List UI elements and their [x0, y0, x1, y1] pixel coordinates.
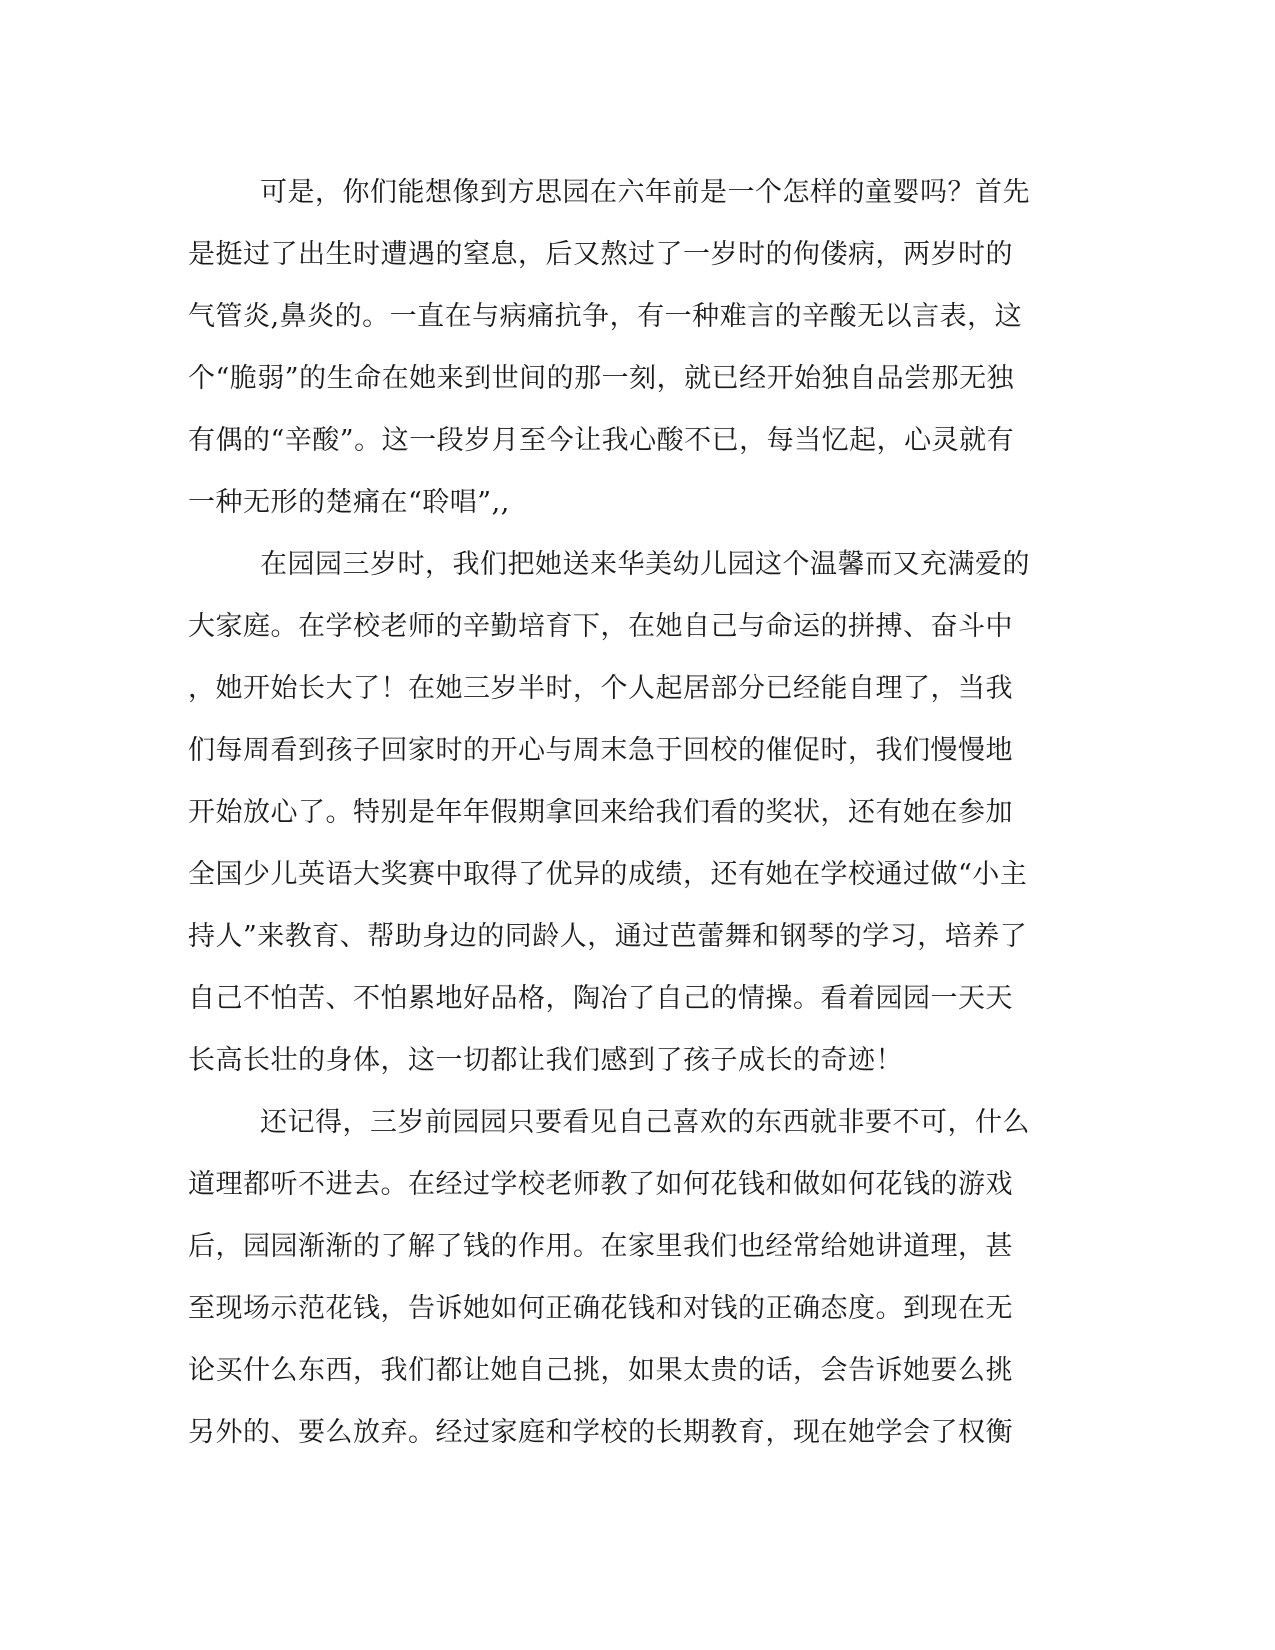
text-line: 自己不怕苦、不怕累地好品格，陶冶了自己的情操。看着园园一天天 [188, 983, 1013, 1014]
text-line: 们每周看到孩子回家时的开心与周末急于回校的催促时，我们慢慢地 [188, 735, 1013, 766]
text-line: 还记得，三岁前园园只要看见自己喜欢的东西就非要不可，什么 [260, 1107, 1030, 1138]
text-line: 有偶的“辛酸”。这一段岁月至今让我心酸不已，每当忆起，心灵就有 [188, 425, 1015, 456]
text-line: 至现场示范花钱，告诉她如何正确花钱和对钱的正确态度。到现在无 [188, 1293, 1013, 1324]
text-line: ，她开始长大了！在她三岁半时，个人起居部分已经能自理了，当我 [188, 673, 1013, 704]
paragraph-2 [188, 534, 1068, 1092]
text-line: 长高长壮的身体，这一切都让我们感到了孩子成长的奇迹！ [188, 1045, 903, 1076]
text-line: 个“脆弱”的生命在她来到世间的那一刻，就已经开始独自品尝那无独 [188, 363, 1015, 394]
text-line: 大家庭。在学校老师的辛勤培育下，在她自己与命运的拼搏、奋斗中 [188, 611, 1013, 642]
text-line: 持人”来教育、帮助身边的同龄人，通过芭蕾舞和钢琴的学习，培养了 [188, 921, 1028, 952]
text-line: 后，园园渐渐的了解了钱的作用。在家里我们也经常给她讲道理，甚 [188, 1231, 1013, 1262]
text-line: 可是，你们能想像到方思园在六年前是一个怎样的童婴吗？首先 [260, 177, 1030, 208]
text-line: 在园园三岁时，我们把她送来华美幼儿园这个温馨而又充满爱的 [260, 549, 1030, 580]
text-line: 是挺过了出生时遭遇的窒息，后又熬过了一岁时的佝偻病，两岁时的 [188, 239, 1013, 270]
text-line: 一种无形的楚痛在“聆唱”,, [188, 487, 510, 518]
paragraph-3 [188, 1092, 1068, 1464]
text-line: 气管炎,鼻炎的。一直在与病痛抗争，有一种难言的辛酸无以言表，这 [188, 301, 1023, 332]
document-body [188, 162, 1068, 1464]
text-line: 论买什么东西，我们都让她自己挑，如果太贵的话，会告诉她要么挑 [188, 1355, 1013, 1386]
text-line: 全国少儿英语大奖赛中取得了优异的成绩，还有她在学校通过做“小主 [188, 859, 1028, 890]
paragraph-1 [188, 162, 1068, 534]
text-line: 开始放心了。特别是年年假期拿回来给我们看的奖状，还有她在参加 [188, 797, 1013, 828]
text-line: 另外的、要么放弃。经过家庭和学校的长期教育，现在她学会了权衡 [188, 1417, 1013, 1448]
text-line: 道理都听不进去。在经过学校老师教了如何花钱和做如何花钱的游戏 [188, 1169, 1013, 1200]
